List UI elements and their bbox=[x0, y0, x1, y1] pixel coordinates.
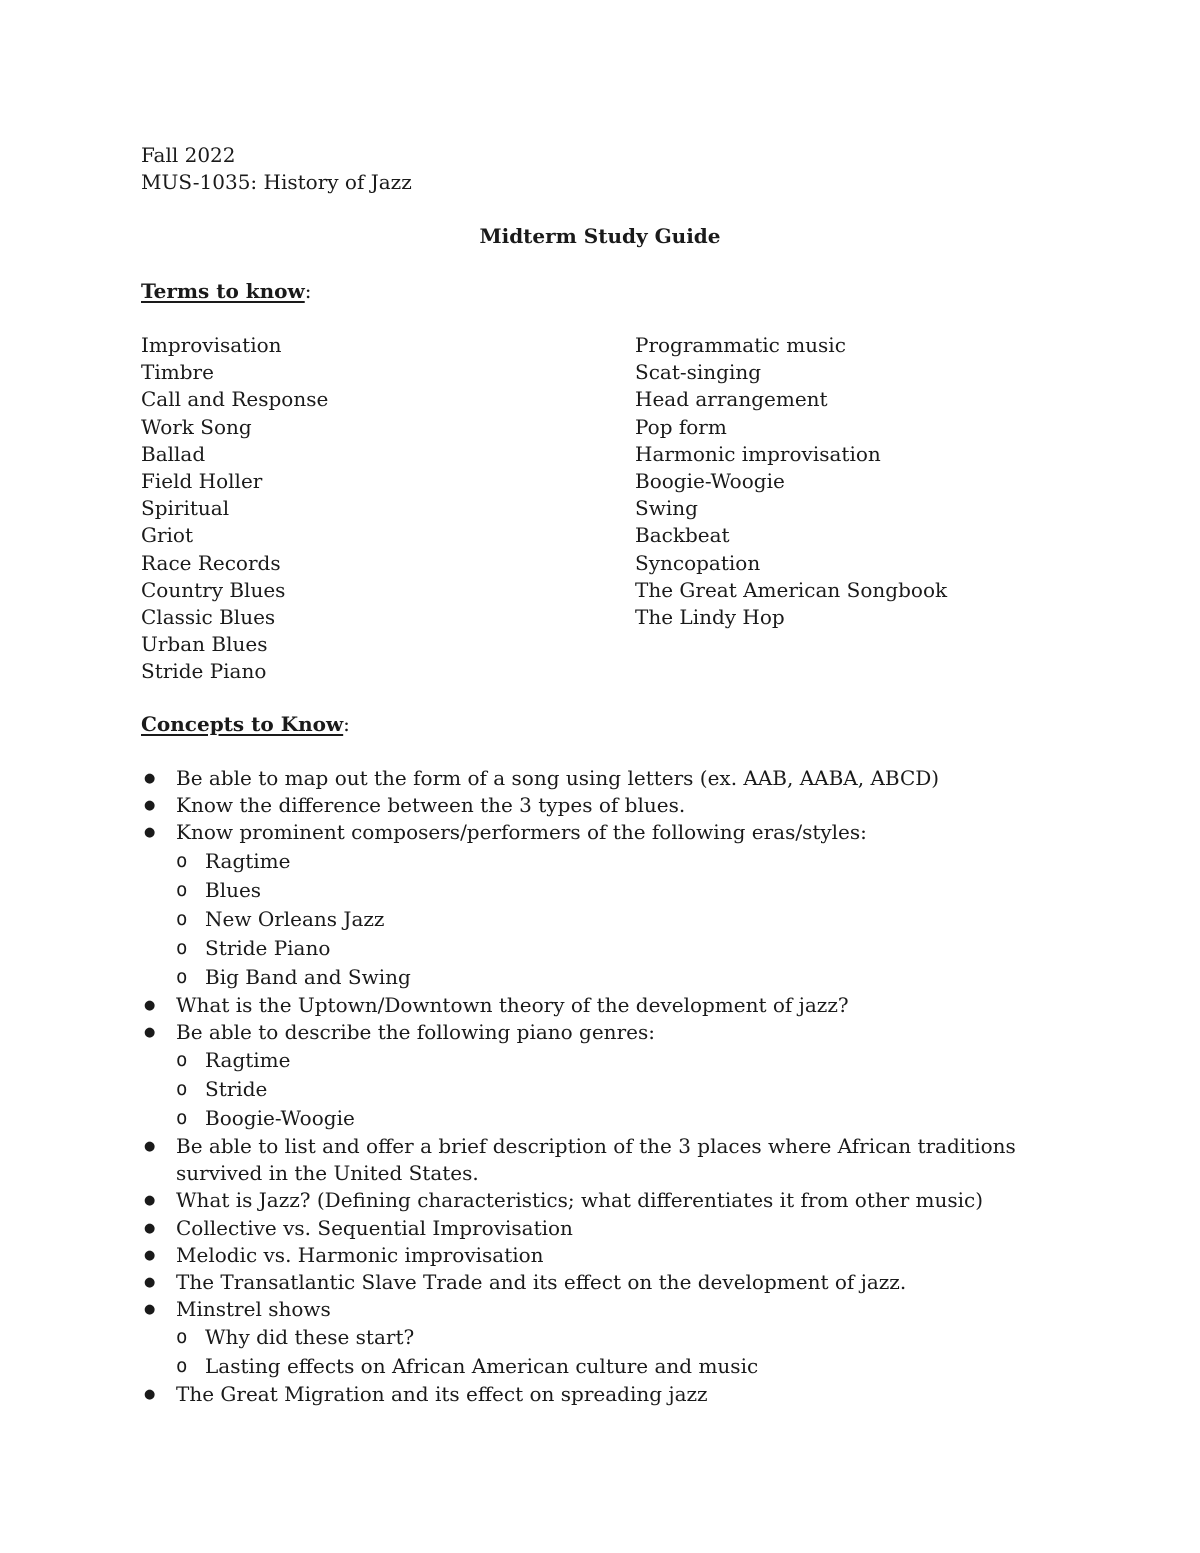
concept-item bbox=[141, 1269, 1071, 1296]
concept-subitem bbox=[176, 876, 1071, 905]
concept-subitem bbox=[176, 963, 1071, 992]
concepts-heading-colon: : bbox=[343, 712, 350, 736]
page-title: Midterm Study Guide bbox=[479, 224, 721, 248]
concept-subitem bbox=[176, 905, 1071, 934]
concept-item bbox=[141, 1215, 1071, 1242]
concept-sublist bbox=[176, 1046, 1071, 1133]
concept-sublist bbox=[176, 847, 1071, 992]
bullet-icon: ● bbox=[144, 1387, 156, 1403]
term-item: Boogie-Woogie bbox=[635, 468, 785, 493]
concept-text: Melodic vs. Harmonic improvisation bbox=[176, 1242, 544, 1267]
term-item: Field Holler bbox=[141, 468, 263, 493]
concept-subitem bbox=[176, 1323, 1071, 1352]
term-item: Head arrangement bbox=[635, 387, 828, 412]
concept-item bbox=[141, 992, 1071, 1019]
concept-item bbox=[141, 765, 1071, 792]
concept-item bbox=[141, 1381, 1071, 1408]
term-item: Syncopation bbox=[635, 550, 761, 575]
concept-text: Be able to list and offer a brief description of the 3 places where African traditions survived in the United States. bbox=[176, 1134, 1016, 1186]
bullet-icon: ● bbox=[144, 1024, 156, 1040]
circle-bullet-icon: o bbox=[176, 1326, 188, 1349]
concept-subitem-text: Why did these start? bbox=[205, 1325, 415, 1350]
concept-item bbox=[141, 792, 1071, 819]
concept-item bbox=[141, 1133, 1071, 1187]
concept-sublist bbox=[176, 1323, 1071, 1381]
bullet-icon: ● bbox=[144, 997, 156, 1013]
circle-bullet-icon: o bbox=[176, 1049, 188, 1072]
concept-subitem bbox=[176, 847, 1071, 876]
circle-bullet-icon: o bbox=[176, 1078, 188, 1101]
term-item: Race Records bbox=[141, 550, 281, 575]
bullet-icon: ● bbox=[144, 825, 156, 841]
term-item: Work Song bbox=[141, 414, 252, 439]
term-item: Pop form bbox=[635, 414, 727, 439]
concepts-list bbox=[141, 765, 1071, 1409]
term-item: Ballad bbox=[141, 441, 206, 466]
bullet-icon: ● bbox=[144, 1220, 156, 1236]
concept-subitem bbox=[176, 1046, 1071, 1075]
term-item: Call and Response bbox=[141, 387, 329, 412]
term-item: Harmonic improvisation bbox=[635, 441, 881, 466]
concept-item bbox=[141, 1242, 1071, 1269]
bullet-icon: ● bbox=[144, 1139, 156, 1155]
concept-text: What is Jazz? (Defining characteristics; what differentiates it from other music) bbox=[176, 1188, 984, 1213]
concept-text: The Transatlantic Slave Trade and its effect on the development of jazz. bbox=[176, 1270, 907, 1295]
concept-text: What is the Uptown/Downtown theory of the development of jazz? bbox=[176, 992, 849, 1017]
course-label: MUS-1035: History of Jazz bbox=[141, 170, 412, 194]
circle-bullet-icon: o bbox=[176, 965, 188, 988]
concept-subitem-text: Big Band and Swing bbox=[205, 964, 411, 989]
bullet-icon: ● bbox=[144, 771, 156, 786]
term-item: Scat-singing bbox=[635, 360, 762, 385]
bullet-icon: ● bbox=[144, 1193, 156, 1209]
term-item: Backbeat bbox=[635, 523, 730, 548]
term-item: Swing bbox=[635, 496, 698, 521]
bullet-icon: ● bbox=[144, 1247, 156, 1263]
concept-text: Know prominent composers/performers of the following eras/styles: bbox=[176, 820, 867, 845]
term-item: The Great American Songbook bbox=[635, 577, 948, 602]
term-item: Programmatic music bbox=[635, 333, 846, 357]
concept-item bbox=[141, 819, 1071, 991]
circle-bullet-icon: o bbox=[176, 849, 188, 872]
concept-subitem-text: New Orleans Jazz bbox=[205, 906, 385, 931]
concept-subitem-text: Blues bbox=[205, 877, 262, 902]
concepts-heading bbox=[141, 711, 350, 738]
term-item: Timbre bbox=[141, 360, 214, 385]
concept-subitem-text: Ragtime bbox=[205, 1048, 291, 1073]
terms-heading-colon: : bbox=[304, 279, 312, 303]
concept-item bbox=[141, 1187, 1071, 1214]
bullet-icon: ● bbox=[144, 1302, 156, 1318]
circle-bullet-icon: o bbox=[176, 936, 188, 959]
concept-subitem bbox=[176, 1075, 1071, 1104]
term-item: Stride Piano bbox=[141, 659, 267, 684]
terms-right-column bbox=[635, 332, 947, 631]
term-item: Improvisation bbox=[141, 333, 282, 357]
concept-subitem-text: Boogie-Woogie bbox=[205, 1106, 355, 1131]
concept-subitem bbox=[176, 1352, 1071, 1381]
bullet-icon: ● bbox=[144, 798, 156, 814]
concept-text: Minstrel shows bbox=[176, 1297, 331, 1322]
circle-bullet-icon: o bbox=[176, 1355, 188, 1378]
concept-text: Know the difference between the 3 types of blues. bbox=[176, 793, 686, 818]
concept-subitem bbox=[176, 934, 1071, 963]
term-item: Urban Blues bbox=[141, 632, 268, 657]
circle-bullet-icon: o bbox=[176, 907, 188, 930]
concept-subitem-text: Lasting effects on African American culture and music bbox=[205, 1354, 759, 1379]
term-label: Fall 2022 bbox=[141, 143, 236, 167]
term-item: Spiritual bbox=[141, 496, 230, 521]
concept-item bbox=[141, 1296, 1071, 1381]
term-item: Classic Blues bbox=[141, 604, 276, 629]
concepts-heading-text: Concepts to Know bbox=[141, 712, 344, 736]
concept-subitem-text: Stride bbox=[205, 1077, 268, 1102]
circle-bullet-icon: o bbox=[176, 878, 188, 901]
terms-heading-text: Terms to know bbox=[141, 279, 305, 303]
concept-subitem bbox=[176, 1104, 1071, 1133]
circle-bullet-icon: o bbox=[176, 1107, 188, 1130]
term-item: Country Blues bbox=[141, 577, 286, 602]
concept-item bbox=[141, 1019, 1071, 1133]
bullet-icon: ● bbox=[144, 1275, 156, 1291]
concept-subitem-text: Ragtime bbox=[205, 848, 291, 873]
concept-text: The Great Migration and its effect on spreading jazz bbox=[176, 1382, 708, 1407]
concept-text: Collective vs. Sequential Improvisation bbox=[176, 1215, 573, 1240]
concept-text: Be able to map out the form of a song using letters (ex. AAB, AABA, ABCD) bbox=[176, 766, 940, 790]
concept-text: Be able to describe the following piano genres: bbox=[176, 1019, 655, 1044]
term-item: The Lindy Hop bbox=[635, 604, 785, 629]
terms-left-column bbox=[141, 332, 328, 685]
concept-subitem-text: Stride Piano bbox=[205, 935, 331, 960]
terms-heading bbox=[141, 278, 311, 305]
term-item: Griot bbox=[141, 523, 194, 548]
